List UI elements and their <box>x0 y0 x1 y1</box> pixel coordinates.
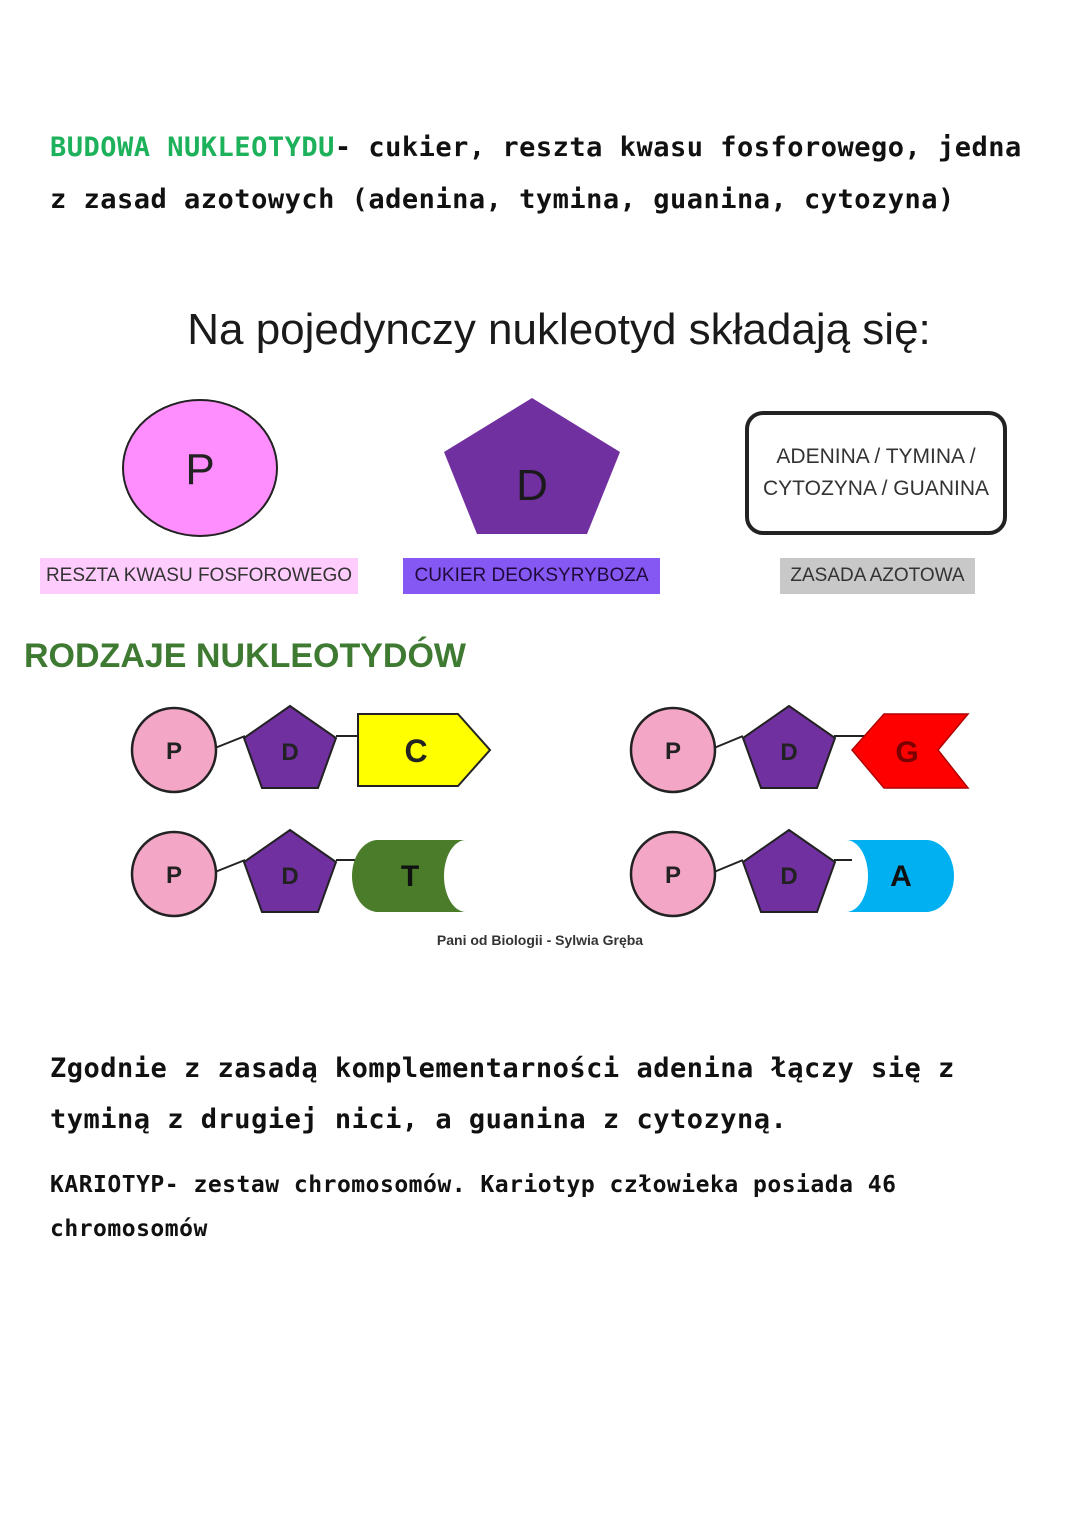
karyotype-paragraph: KARIOTYP- zestaw chromosomów. Kariotyp człowieka posiada 46 chromosomów <box>50 1172 897 1242</box>
intro-text: - cukier, reszta kwasu fosforowego, jedna z zasad azotowych (adenina, tymina, guanina, cytozyna) <box>50 132 1022 215</box>
phosphate-symbol: P <box>664 738 682 765</box>
intro-keyword: BUDOWA NUKLEOTYDU <box>50 132 335 163</box>
image-credit: Pani od Biologii - Sylwia Gręba <box>436 932 644 948</box>
phosphate-symbol: P <box>165 738 183 765</box>
sugar-symbol: D <box>516 461 548 510</box>
base-line-2: CYTOZYNA / GUANINA <box>763 477 989 500</box>
sugar-symbol: D <box>780 739 798 766</box>
base-line-1: ADENINA / TYMINA / <box>776 445 976 468</box>
phosphate-symbol: P <box>185 445 215 494</box>
base-symbol: C <box>404 733 428 769</box>
sugar-symbol: D <box>281 739 299 766</box>
nitrogen-base-box <box>745 411 1007 535</box>
sugar-symbol: D <box>281 863 299 890</box>
phosphate-symbol: P <box>664 862 682 889</box>
base-label: ZASADA AZOTOWA <box>780 558 975 594</box>
base-symbol: G <box>895 736 919 769</box>
diagram-title: Na pojedynczy nukleotyd składają się: <box>187 305 931 354</box>
sugar-label: CUKIER DEOKSYRYBOZA <box>403 558 660 594</box>
base-symbol: A <box>890 860 912 893</box>
complementarity-paragraph: Zgodnie z zasadą komplementarności adenina łączy się z tyminą z drugiej nici, a guanina z cytozyną. <box>50 1053 955 1135</box>
types-title: RODZAJE NUKLEOTYDÓW <box>24 637 466 675</box>
phosphate-label: RESZTA KWASU FOSFOROWEGO <box>40 558 358 594</box>
base-symbol: T <box>400 860 420 893</box>
sugar-symbol: D <box>780 863 798 890</box>
phosphate-symbol: P <box>165 862 183 889</box>
